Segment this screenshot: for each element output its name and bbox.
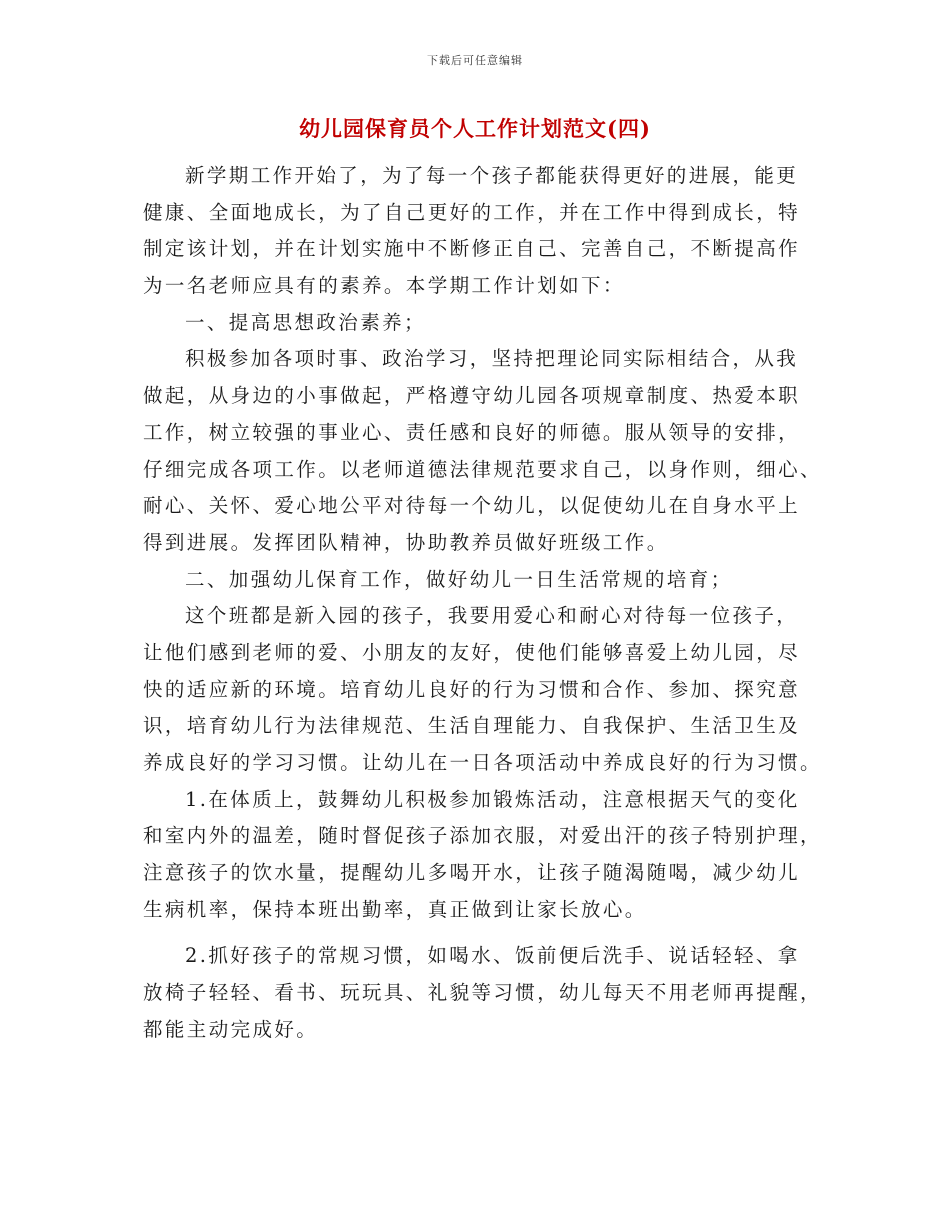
paragraph-line: 仔细完成各项工作。以老师道德法律规范要求自己，以身作则，细心、 bbox=[143, 457, 822, 481]
paragraph-line: 积极参加各项时事、政治学习，坚持把理论同实际相结合，从我 bbox=[185, 347, 799, 371]
page-header-note: 下载后可任意编辑 bbox=[427, 54, 523, 67]
list-item-line: 都能主动完成好。 bbox=[143, 1017, 319, 1041]
paragraph-line: 快的适应新的环境。培育幼儿良好的行为习惯和合作、参加、探究意 bbox=[143, 677, 801, 701]
section-heading: 一、提高思想政治素养； bbox=[185, 310, 426, 334]
paragraph-line: 健康、全面地成长，为了自己更好的工作，并在工作中得到成长，特 bbox=[143, 200, 801, 224]
list-item-line: 2.抓好孩子的常规习惯，如喝水、饭前便后洗手、说话轻轻、拿 bbox=[185, 944, 800, 968]
document-title: 幼儿园保育员个人工作计划范文(四) bbox=[299, 116, 651, 141]
paragraph-line: 得到进展。发挥团队精神，协助教养员做好班级工作。 bbox=[143, 530, 669, 554]
paragraph-line: 工作，树立较强的事业心、责任感和良好的师德。服从领导的安排， bbox=[143, 420, 801, 444]
paragraph-line: 养成良好的学习习惯。让幼儿在一日各项活动中养成良好的行为习惯。 bbox=[143, 751, 822, 774]
paragraph-gap bbox=[143, 928, 803, 938]
section-heading: 二、加强幼儿保育工作，做好幼儿一日生活常规的培育； bbox=[185, 567, 733, 591]
paragraph-line: 让他们感到老师的爱、小朋友的友好，使他们能够喜爱上幼儿园，尽 bbox=[143, 640, 801, 664]
paragraph-line: 耐心、关怀、爱心地公平对待每一个幼儿，以促使幼儿在自身水平上 bbox=[143, 494, 801, 518]
paragraph-line: 新学期工作开始了，为了每一个孩子都能获得更好的进展，能更 bbox=[185, 164, 799, 187]
list-item-line: 1.在体质上，鼓舞幼儿积极参加锻炼活动，注意根据天气的变化 bbox=[185, 787, 800, 811]
paragraph-line: 制定该计划，并在计划实施中不断修正自己、完善自己，不断提高作 bbox=[143, 237, 801, 261]
paragraph-line: 为一名老师应具有的素养。本学期工作计划如下： bbox=[143, 274, 625, 298]
list-item-line: 和室内外的温差，随时督促孩子添加衣服，对爱出汗的孩子特别护理， bbox=[143, 824, 822, 848]
paragraph-line: 这个班都是新入园的孩子，我要用爱心和耐心对待每一位孩子， bbox=[185, 604, 799, 628]
paragraph-line: 做起，从身边的小事做起，严格遵守幼儿园各项规章制度、热爱本职 bbox=[143, 384, 801, 408]
list-item-line: 放椅子轻轻、看书、玩玩具、礼貌等习惯，幼儿每天不用老师再提醒， bbox=[143, 981, 822, 1005]
list-item-line: 生病机率，保持本班出勤率，真正做到让家长放心。 bbox=[143, 897, 647, 921]
paragraph-line: 识，培育幼儿行为法律规范、生活自理能力、自我保护、生活卫生及 bbox=[143, 714, 801, 738]
document-body bbox=[143, 158, 822, 1049]
list-item-line: 注意孩子的饮水量，提醒幼儿多喝开水，让孩子随渴随喝，减少幼儿 bbox=[143, 861, 801, 885]
